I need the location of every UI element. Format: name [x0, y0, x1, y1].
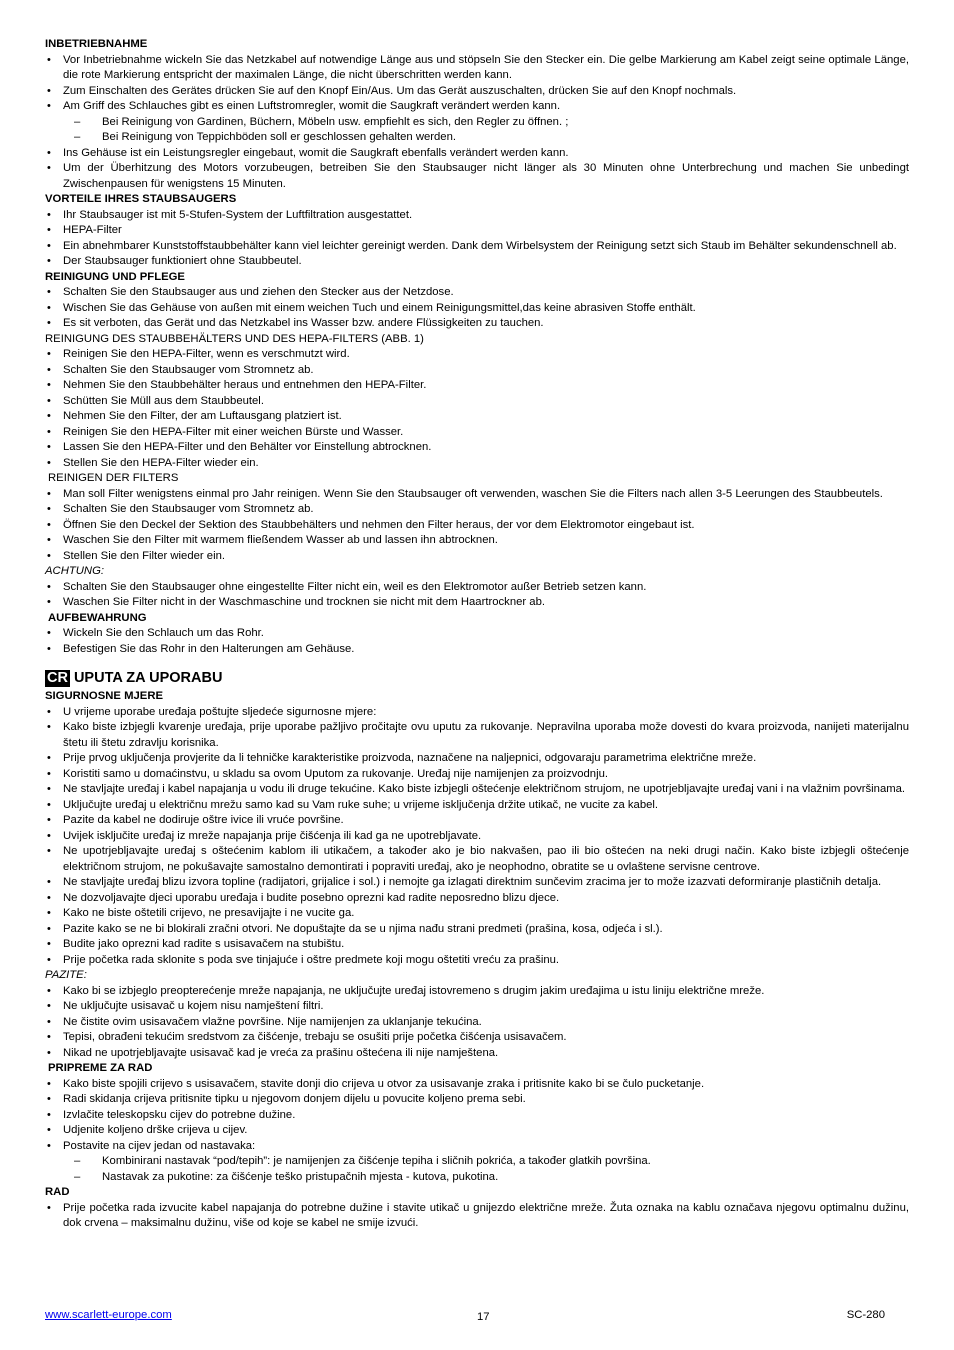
- list-item: • Zum Einschalten des Gerätes drücken Sie auf den Knopf Ein/Aus. Um das Gerät auszuschalten, drücken Sie auf den Knopf nochmals.: [45, 84, 909, 100]
- list-item: – Kombinirani nastavak “pod/tepih”: je namijenjen za čišćenje tepiha i sličnih pokrića, a također glatkih površina.: [45, 1154, 909, 1170]
- section-heading-pazite: PAZITE:: [45, 969, 87, 981]
- bullet-list-filter: [45, 487, 909, 565]
- bullet-list-vorteile: [45, 208, 909, 270]
- list-item: • Am Griff des Schlauches gibt es einen Luftstromregler, womit die Saugkraft verändert werden kann.: [45, 99, 909, 115]
- section-heading-inbetriebnahme: INBETRIEBNAHME: [45, 38, 148, 50]
- list-item: • Reinigen Sie den HEPA-Filter, wenn es verschmutzt wird.: [45, 347, 909, 363]
- list-item: • Nikad ne upotrjebljavajte usisavač kad je vreća za prašinu oštećena ili nije namještena.: [45, 1046, 909, 1062]
- list-item: • Stellen Sie den HEPA-Filter wieder ein.: [45, 456, 909, 472]
- list-item: • Kako biste spojili crijevo s usisavačem, stavite donji dio crijeva u otvor za usisavanje zraka i pritisnite kako bi se čulo pucketanje.: [45, 1077, 909, 1093]
- section-heading-vorteile: VORTEILE IHRES STAUBSAUGERS: [45, 193, 237, 205]
- website-link[interactable]: www.scarlett-europe.com: [45, 1309, 172, 1321]
- bullet-list-hepa: [45, 347, 909, 471]
- list-item: • Um der Überhitzung des Motors vorzubeugen, betreiben Sie den Staubsauger nicht länger als 30 Minuten ohne Unterbrechung und machen Sie unbedingt Zwischenpausen für wenigstens 15 Minuten.: [45, 161, 909, 192]
- section-heading-sigurnosne: SIGURNOSNE MJERE: [45, 690, 164, 702]
- list-item: • Wickeln Sie den Schlauch um das Rohr.: [45, 626, 909, 642]
- list-item: • Ne stavljajte uređaj blizu izvora topline (radijatori, grijalice i sol.) i nemojte ga izlagati direktnim sunčevim zracima jer to može izazvati deformiranje plastičnih detalja.: [45, 875, 909, 891]
- section-heading-achtung: ACHTUNG:: [45, 565, 104, 577]
- list-item: • Waschen Sie den Filter mit warmem fließendem Wasser ab und lassen ihn abtrocknen.: [45, 533, 909, 549]
- list-item: • Kako ne biste oštetili crijevo, ne presavijajte i ne vucite ga.: [45, 906, 909, 922]
- list-item: • Nehmen Sie den Filter, der am Luftausgang platziert ist.: [45, 409, 909, 425]
- dash-list-inbetriebnahme: [45, 115, 909, 146]
- list-item: • Reinigen Sie den HEPA-Filter mit einer weichen Bürste und Wasser.: [45, 425, 909, 441]
- list-item: • Kako bi se izbjeglo preopterećenje mreže napajanja, ne uključujte uređaj istovremeno s drugim jakim uređajima u istu liniju električne mreže.: [45, 984, 909, 1000]
- list-item: • Wischen Sie das Gehäuse von außen mit einem weichen Tuch und einem Reinigungsmittel,das keine abrasiven Stoffe enthält.: [45, 301, 909, 317]
- list-item: • Ne uključujte usisavač u kojem nisu namještení filtri.: [45, 999, 909, 1015]
- list-item: • Schalten Sie den Staubsauger vom Stromnetz ab.: [45, 502, 909, 518]
- list-item: • Ihr Staubsauger ist mit 5-Stufen-System der Luftfiltration ausgestattet.: [45, 208, 909, 224]
- list-item: • Nehmen Sie den Staubbehälter heraus und entnehmen den HEPA-Filter.: [45, 378, 909, 394]
- list-item: • Ein abnehmbarer Kunststoffstaubbehälter kann viel leichter gereinigt werden. Dank dem Wirbelsystem der Reinigung setzt sich Staub im Behälter sekundenschnell ab.: [45, 239, 909, 255]
- list-item: • Schütten Sie Müll aus dem Staubbeutel.: [45, 394, 909, 410]
- bullet-list-pazite: [45, 984, 909, 1062]
- list-item: • Ne čistite ovim usisavačem vlažne površine. Nije namijenjen za uklanjanje tekućina.: [45, 1015, 909, 1031]
- list-item: • Ne stavljajte uređaj i kabel napajanja u vodu ili druge tekućine. Kako biste izbjegli oštećenje električnom strujom, ne upotrjebljavajte uređaj vani i na vlažnim površinama.: [45, 782, 909, 798]
- list-item: • Ne dozvoljavajte djeci uporabu uređaja i budite posebno oprezni kad radite neposredno blizu djece.: [45, 891, 909, 907]
- list-item: • U vrijeme uporabe uređaja poštujte sljedeće sigurnosne mjere:: [45, 705, 909, 721]
- language-section-label: UPUTA ZA UPORABU: [73, 670, 223, 686]
- section-heading-pripreme: PRIPREME ZA RAD: [48, 1062, 153, 1074]
- page-number: 17: [477, 1311, 490, 1323]
- list-item: • Radi skidanja crijeva pritisnite tipku u njegovom donjem dijelu u povucite koljeno prema sebi.: [45, 1092, 909, 1108]
- list-item: • Befestigen Sie das Rohr in den Halterungen am Gehäuse.: [45, 642, 909, 658]
- dash-list-pripreme: [45, 1154, 909, 1185]
- list-item: • Pazite da kabel ne dodiruje oštre ivice ili vruće površine.: [45, 813, 909, 829]
- list-item: • Schalten Sie den Staubsauger aus und ziehen den Stecker aus der Netzdose.: [45, 285, 909, 301]
- list-item: – Bei Reinigung von Gardinen, Büchern, Möbeln usw. empfiehlt es sich, den Regler zu öffnen. ;: [45, 115, 909, 131]
- list-item: • HEPA-Filter: [45, 223, 909, 239]
- section-heading-filter: REINIGEN DER FILTERS: [48, 472, 179, 484]
- model-number: SC-280: [846, 1309, 885, 1321]
- list-item: • Waschen Sie Filter nicht in der Waschmaschine und trocknen sie nicht mit dem Haartrockner ab.: [45, 595, 909, 611]
- list-item: • Öffnen Sie den Deckel der Sektion des Staubbehälters und nehmen den Filter heraus, der vor dem Elektromotor eingebaut ist.: [45, 518, 909, 534]
- list-item: • Es sit verboten, das Gerät und das Netzkabel ins Wasser bzw. andere Flüssigkeiten zu tauchen.: [45, 316, 909, 332]
- section-heading-hepa: REINIGUNG DES STAUBBEHÄLTERS UND DES HEPA-FILTERS (ABB. 1): [45, 332, 424, 345]
- language-section-title: [45, 669, 909, 687]
- bullet-list-pripreme: [45, 1077, 909, 1155]
- list-item: • Pazite kako se ne bi blokirali zračni otvori. Ne dopuštajte da se u njima nađu strani predmeti (prašina, kosa, odjeća i sl.).: [45, 922, 909, 938]
- language-badge: CR: [47, 669, 68, 686]
- bullet-list-rad: [45, 1201, 909, 1232]
- list-item: • Man soll Filter wenigstens einmal pro Jahr reinigen. Wenn Sie den Staubsauger oft verwenden, waschen Sie die Filters nach allen 3-5 Leerungen des Staubbeutels.: [45, 487, 909, 503]
- page-footer: [45, 1308, 909, 1328]
- list-item: • Schalten Sie den Staubsauger ohne eingestellte Filter nicht ein, weil es den Elektromotor außer Betrieb setzen kann.: [45, 580, 909, 596]
- list-item: • Ins Gehäuse ist ein Leistungsregler eingebaut, womit die Saugkraft ebenfalls verändert werden kann.: [45, 146, 909, 162]
- list-item: • Tepisi, obrađeni tekućim sredstvom za čišćenje, trebaju se osušiti prije početka čišćenja usisavačem.: [45, 1030, 909, 1046]
- bullet-list-inbetriebnahme: [45, 53, 909, 115]
- bullet-list-reinigung: [45, 285, 909, 332]
- list-item: – Nastavak za pukotine: za čišćenje teško pristupačnih mjesta - kutova, pukotina.: [45, 1170, 909, 1186]
- list-item: • Postavite na cijev jedan od nastavaka:: [45, 1139, 909, 1155]
- list-item: • Udjenite koljeno drške crijeva u cijev.: [45, 1123, 909, 1139]
- list-item: • Prije početka rada sklonite s poda sve tinjajuće i oštre predmete koji mogu oštetiti vreću za prašinu.: [45, 953, 909, 969]
- list-item: • Budite jako oprezni kad radite s usisavačem na stubištu.: [45, 937, 909, 953]
- section-heading-aufbewahrung: AUFBEWAHRUNG: [48, 611, 147, 624]
- list-item: • Prije prvog uključenja provjerite da li tehničke karakteristike proizvoda, naznačene na naljepnici, odgovaraju parametrima električne mreže.: [45, 751, 909, 767]
- list-item: • Kako biste izbjegli kvarenje uređaja, prije uporabe pažljivo pročitajte ovu uputu za rukovanje. Nepravilna uporaba može dovesti do kvara proizvoda, nanijeti materijalnu štetu ili štetu zdravlju korisnika.: [45, 720, 909, 751]
- list-item: • Vor Inbetriebnahme wickeln Sie das Netzkabel auf notwendige Länge aus und stöpseln Sie den Stecker ein. Die gelbe Markierung am Kabel zeigt seine optimale Länge, die rote Markierung entspricht der maximalen Länge, die nicht überschritten werden kann.: [45, 53, 909, 84]
- bullet-list-aufbewahrung: [45, 626, 909, 657]
- bullet-list-sigurnosne: [45, 705, 909, 969]
- manual-content: [45, 37, 909, 1232]
- list-item: • Lassen Sie den HEPA-Filter und den Behälter vor Einstellung abtrocknen.: [45, 440, 909, 456]
- list-item: • Koristiti samo u domaćinstvu, u skladu sa ovom Uputom za rukovanje. Uređaj nije namijenjen za proizvodnju.: [45, 767, 909, 783]
- list-item: – Bei Reinigung von Teppichböden soll er geschlossen gehalten werden.: [45, 130, 909, 146]
- list-item: • Schalten Sie den Staubsauger vom Stromnetz ab.: [45, 363, 909, 379]
- list-item: • Uvijek isključite uređaj iz mreže napajanja prije čišćenja ili kad ga ne upotrebljavate.: [45, 829, 909, 845]
- bullet-list-achtung: [45, 580, 909, 611]
- list-item: • Izvlačite teleskopsku cijev do potrebne dužine.: [45, 1108, 909, 1124]
- section-heading-rad: RAD: [45, 1186, 70, 1198]
- list-item: • Uključujte uređaj u električnu mrežu samo kad su Vam ruke suhe; u vrijeme isključenja držite utikač, ne vucite za kabel.: [45, 798, 909, 814]
- list-item: • Prije početka rada izvucite kabel napajanja do potrebne dužine i stavite utikač u gnijezdo električne mreže. Žuta oznaka na kablu označava njegovu optimalnu dužinu, dok crvena – maksimalnu dužinu, više od koje se kabel ne smije izvući.: [45, 1201, 909, 1232]
- bullet-list-inbetriebnahme-2: [45, 146, 909, 193]
- list-item: • Der Staubsauger funktioniert ohne Staubbeutel.: [45, 254, 909, 270]
- list-item: • Stellen Sie den Filter wieder ein.: [45, 549, 909, 565]
- list-item: • Ne upotrjebljavajte uređaj s oštećenim kablom ili utikačem, a također ako je bio nakvašen, pao ili bio oštećen na neki drugi način. Kako biste izbjegli oštećenje električnom strujom, ne pokušavajte samostalno demontirati i popraviti uređaj, ako je neophodno, obratite se u ovlaštene servisne centrove.: [45, 844, 909, 875]
- section-heading-reinigung: REINIGUNG UND PFLEGE: [45, 270, 185, 283]
